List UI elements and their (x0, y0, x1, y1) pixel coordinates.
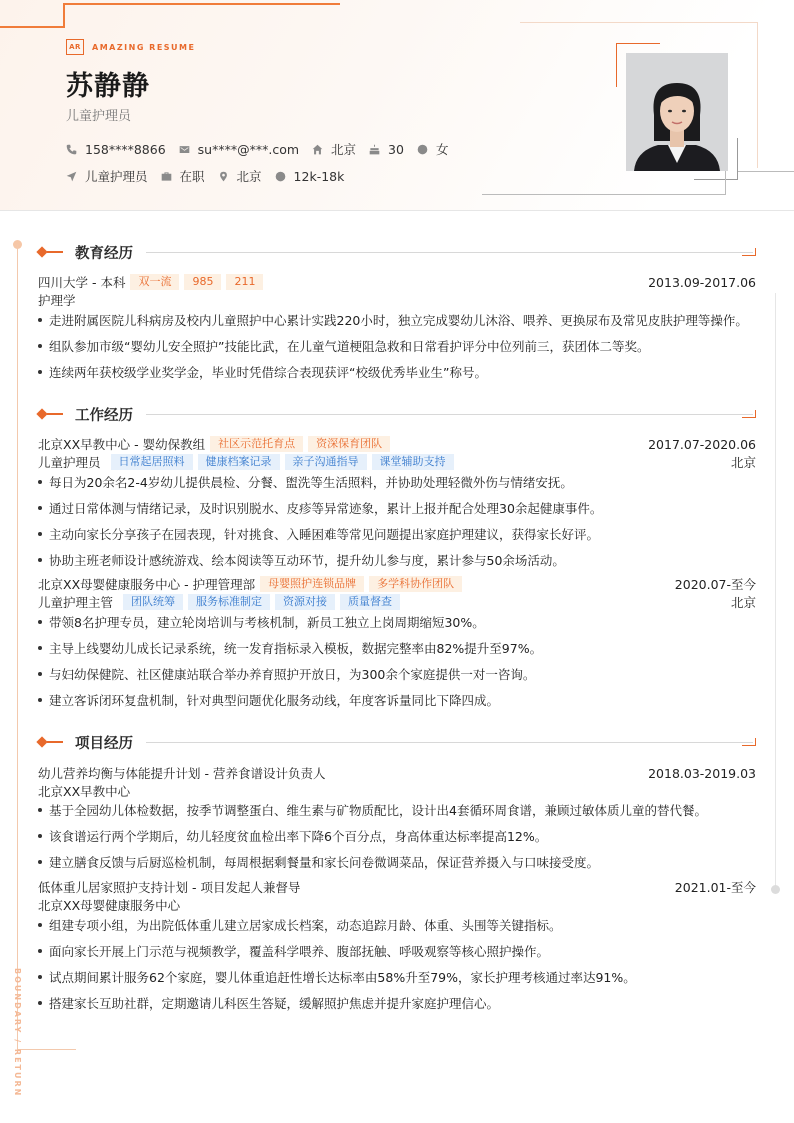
project-org-row (38, 782, 756, 800)
role-tag: 团队统筹 (123, 594, 183, 610)
gender-text: 女 (435, 142, 449, 157)
intent-salary-text: 12k-18k (293, 168, 345, 184)
section-title: 教育经历 (75, 246, 133, 262)
company-tag: 社区示范托育点 (210, 436, 303, 452)
job-role-row (38, 453, 756, 471)
mail-icon (179, 144, 190, 155)
project-org-row (38, 896, 756, 914)
resume-header (0, 0, 794, 211)
intent-city-text: 北京 (236, 169, 262, 184)
school-tag: 211 (226, 274, 263, 290)
project-bullet: 建立膳食反馈与后厨巡检机制，每周根据剩餐量和家长问卷微调菜品，保证营养摄入与口味接受度。 (38, 853, 756, 871)
role-tag: 服务标准制定 (188, 594, 270, 610)
section-accent-line (47, 741, 63, 743)
role-tag: 日常起居照料 (111, 454, 193, 470)
gender-icon (417, 144, 428, 155)
section-projects-header (37, 732, 756, 752)
header-accent-line (63, 3, 340, 5)
contact-info (66, 140, 461, 158)
education-bullet: 组队参加市级“婴幼儿安全照护”技能比武，在儿童气道梗阻急救和日常看护评分中位列前三，获团体二等奖。 (38, 337, 756, 355)
photo-frame-line (738, 171, 794, 172)
candidate-title: 儿童护理员 (66, 109, 132, 124)
intent-salary (275, 169, 345, 184)
right-rail (775, 293, 776, 889)
header-accent-line (0, 26, 64, 28)
project-period: 2018.03-2019.03 (648, 765, 756, 781)
intent-status-text: 在职 (179, 169, 205, 184)
location-icon (218, 171, 229, 182)
role-tag: 亲子沟通指导 (285, 454, 367, 470)
intent-position-text: 儿童护理员 (85, 169, 148, 184)
role-tag: 质量督查 (340, 594, 400, 610)
job-bullet: 主导上线婴幼儿成长记录系统，统一发育指标录入模板，数据完整率由82%提升至97%。 (38, 639, 756, 657)
brand (66, 39, 195, 55)
project-name-row (38, 878, 756, 896)
contact-gender (417, 140, 449, 158)
education-bullet: 走进附属医院儿科病房及校内儿童照护中心累计实践220小时，独立完成婴幼儿沐浴、喂养、更换尿布及常见皮肤护理等操作。 (38, 311, 756, 329)
company-name: 北京XX母婴健康服务中心 - 护理管理部 (38, 577, 256, 592)
header-frame-line (520, 22, 758, 23)
education-bullet: 连续两年获校级学业奖学金，毕业时凭借综合表现获评“校级优秀毕业生”称号。 (38, 363, 756, 381)
email-text: su****@***.com (197, 141, 300, 157)
company-tag: 资深保育团队 (308, 436, 390, 452)
major: 护理学 (38, 293, 76, 308)
section-end-bracket (742, 248, 756, 256)
brand-text: AMAZING RESUME (92, 42, 196, 52)
intent-status (161, 167, 205, 185)
job-bullet: 通过日常体测与情绪记录，及时识别脱水、皮疹等异常迹象，累计上报并配合处理30余起健康事件。 (38, 499, 756, 517)
job-bullet: 建立客诉闭环复盘机制，针对典型问题优化服务动线，年度客诉量同比下降四成。 (38, 691, 756, 709)
role-tag: 健康档案记录 (198, 454, 280, 470)
timeline-rail (17, 244, 18, 1054)
project-bullet: 组建专项小组，为出院低体重儿建立居家成长档案，动态追踪月龄、体重、头围等关键指标。 (38, 916, 756, 934)
send-icon (66, 171, 77, 182)
briefcase-icon (161, 171, 172, 182)
job-company-row (38, 435, 756, 453)
section-work-header (37, 404, 756, 424)
project-org: 北京XX母婴健康服务中心 (38, 898, 181, 913)
section-title: 项目经历 (75, 736, 133, 752)
phone-text: 158****8866 (85, 141, 166, 157)
job-bullet: 每日为20余名2-4岁幼儿提供晨检、分餐、盥洗等生活照料，并协助处理轻微外伤与情绪安抚。 (38, 473, 756, 491)
project-bullet: 基于全园幼儿体检数据，按季节调整蛋白、维生素与矿物质配比，设计出4套循环周食谱，兼顾过敏体质儿童的替代餐。 (38, 801, 756, 819)
right-rail-dot (771, 885, 780, 894)
section-diamond-icon (36, 246, 47, 257)
project-bullet: 面向家长开展上门示范与视频教学，覆盖科学喂养、腹部抚触、呼吸观察等核心照护操作。 (38, 942, 756, 960)
project-bullet: 该食谱运行两个学期后，幼儿轻度贫血检出率下降6个百分点，身高体重达标率提高12%。 (38, 827, 756, 845)
section-diamond-icon (36, 408, 47, 419)
brand-logo: AR (66, 39, 84, 55)
role-tag: 资源对接 (275, 594, 335, 610)
job-city: 北京 (730, 455, 756, 470)
section-accent-line (47, 251, 63, 253)
job-role: 儿童护理主管 (38, 595, 114, 610)
section-divider (146, 252, 753, 253)
header-frame-line (757, 22, 758, 168)
section-diamond-icon (36, 736, 47, 747)
portrait-image (626, 53, 728, 171)
section-title: 工作经历 (75, 408, 133, 424)
role-tag: 课堂辅助支持 (372, 454, 454, 470)
contact-city (312, 140, 356, 158)
job-city: 北京 (730, 595, 756, 610)
profile-photo (626, 53, 728, 171)
school-tag: 985 (184, 274, 221, 290)
job-bullet: 与妇幼保健院、社区健康站联合举办养育照护开放日，为300余个家庭提供一对一咨询。 (38, 665, 756, 683)
school-name: 四川大学 - 本科 (38, 275, 126, 290)
education-school-row (38, 273, 756, 291)
section-accent-line (47, 413, 63, 415)
contact-phone (66, 142, 166, 157)
home-icon (312, 144, 323, 155)
intent-city (218, 167, 262, 185)
project-name: 低体重儿居家照护支持计划 - 项目发起人兼督导 (38, 880, 301, 895)
job-bullet: 带领8名护理专员，建立轮岗培训与考核机制，新员工独立上岗周期缩短30%。 (38, 613, 756, 631)
project-bullet: 试点期间累计服务62个家庭，婴儿体重追赶性增长达标率由58%升至79%，家长护理考核通过率达91%。 (38, 968, 756, 986)
contact-age (369, 142, 404, 157)
section-education-header (37, 242, 756, 262)
company-tag: 多学科协作团队 (369, 576, 462, 592)
photo-frame-line (725, 168, 726, 195)
cake-icon (369, 144, 380, 155)
company-name: 北京XX早教中心 - 婴幼保教组 (38, 437, 206, 452)
job-bullet: 协助主班老师设计感统游戏、绘本阅读等互动环节，提升幼儿参与度，累计参与50余场活动。 (38, 551, 756, 569)
intent-position (66, 167, 148, 185)
timeline-rail-end (17, 1049, 76, 1050)
job-period: 2017.07-2020.06 (648, 436, 756, 452)
job-role-row (38, 593, 756, 611)
job-bullet: 主动向家长分享孩子在园表现，针对挑食、入睡困难等常见问题提出家庭护理建议，获得家长好评。 (38, 525, 756, 543)
section-divider (146, 742, 753, 743)
section-end-bracket (742, 738, 756, 746)
contact-email (179, 142, 299, 157)
city-text: 北京 (331, 142, 357, 157)
header-accent-line (63, 4, 65, 28)
education-major-row (38, 291, 756, 309)
school-tag: 双一流 (130, 274, 179, 290)
project-bullet: 搭建家长互助社群，定期邀请儿科医生答疑，缓解照护焦虑并提升家庭护理信心。 (38, 994, 756, 1012)
job-role: 儿童护理员 (38, 455, 101, 470)
project-name: 幼儿营养均衡与体能提升计划 - 营养食谱设计负责人 (38, 766, 326, 781)
education-period: 2013.09-2017.06 (648, 274, 756, 290)
photo-frame-line (482, 194, 726, 195)
project-period: 2021.01-至今 (674, 880, 756, 895)
section-end-bracket (742, 410, 756, 418)
phone-icon (66, 144, 77, 155)
company-tag: 母婴照护连锁品牌 (260, 576, 364, 592)
side-watermark-text: BOUNDARY / RETURN (13, 968, 22, 1098)
project-org: 北京XX早教中心 (38, 784, 131, 799)
job-intent (66, 167, 357, 185)
salary-icon (275, 171, 286, 182)
project-name-row (38, 764, 756, 782)
age-text: 30 (388, 141, 404, 157)
job-company-row (38, 575, 756, 593)
section-divider (146, 414, 753, 415)
job-period: 2020.07-至今 (674, 577, 756, 592)
candidate-name: 苏静静 (66, 71, 150, 102)
